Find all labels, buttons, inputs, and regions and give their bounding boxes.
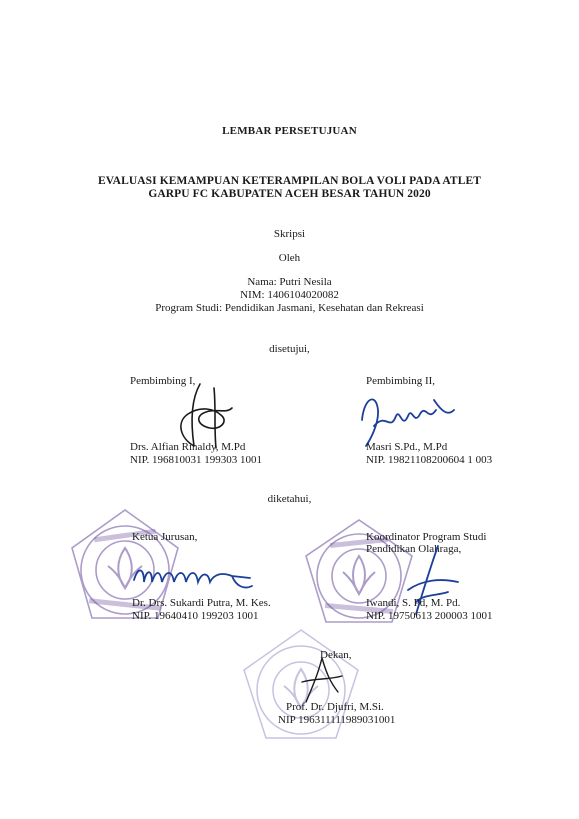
dean-role: Dekan, bbox=[320, 649, 352, 661]
coordinator-name: Iwandi, S. Pd, M. Pd. bbox=[366, 597, 461, 609]
coordinator-nip: NIP. 19750613 200003 1001 bbox=[366, 610, 493, 622]
coordinator-role-line-1: Koordinator Program Studi bbox=[366, 531, 487, 543]
author-program: Program Studi: Pendidikan Jasmani, Kesehatan dan Rekreasi bbox=[155, 302, 424, 314]
author-name: Nama: Putri Nesila bbox=[247, 276, 332, 288]
thesis-title-line-2: GARPU FC KABUPATEN ACEH BESAR TAHUN 2020 bbox=[148, 188, 431, 200]
acknowledged-label: diketahui, bbox=[267, 493, 312, 505]
approved-label: disetujui, bbox=[269, 343, 310, 355]
university-stamp bbox=[236, 626, 366, 744]
head-dept-role: Ketua Jurusan, bbox=[132, 531, 198, 543]
advisor1-role: Pembimbing I, bbox=[130, 375, 196, 387]
coordinator-role-line-2: Pendidikan Olahraga, bbox=[366, 543, 462, 555]
page-heading: LEMBAR PERSETUJUAN bbox=[222, 125, 357, 137]
thesis-title-line-1: EVALUASI KEMAMPUAN KETERAMPILAN BOLA VOLI PADA ATLET bbox=[97, 175, 482, 187]
head-dept-signature bbox=[128, 556, 258, 598]
dean-nip: NIP 196311111989031001 bbox=[278, 714, 396, 726]
advisor2-role: Pembimbing II, bbox=[366, 375, 436, 387]
advisor1-name: Drs. Alfian Rinaldy, M.Pd bbox=[130, 441, 246, 453]
head-dept-nip: NIP. 19640410 199203 1001 bbox=[132, 610, 259, 622]
head-dept-name: Dr. Drs. Sukardi Putra, M. Kes. bbox=[132, 597, 271, 609]
advisor2-nip: NIP. 19821108200604 1 003 bbox=[366, 454, 493, 466]
author-nim: NIM: 1406104020082 bbox=[240, 289, 339, 301]
document-type: Skripsi bbox=[273, 228, 306, 240]
by-label: Oleh bbox=[278, 252, 301, 264]
advisor1-nip: NIP. 196810031 199303 1001 bbox=[130, 454, 263, 466]
dean-name: Prof. Dr. Djufri, M.Si. bbox=[286, 701, 384, 713]
advisor2-name: Masri S.Pd., M.Pd bbox=[366, 441, 448, 453]
